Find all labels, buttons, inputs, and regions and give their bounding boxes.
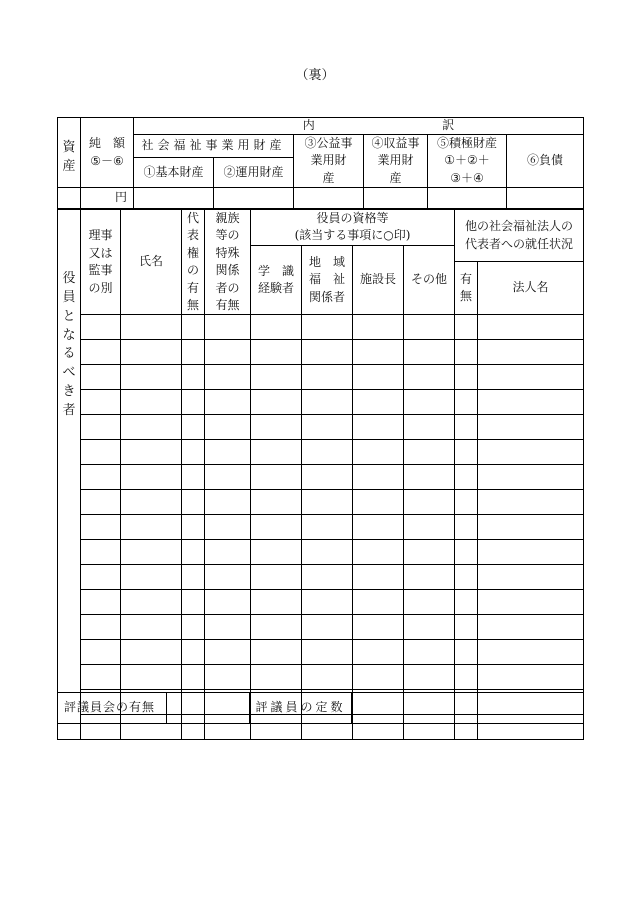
assets-side-label [58, 118, 81, 188]
net-amount-header [81, 118, 134, 188]
officer-row [58, 665, 584, 690]
breakdown-header-left: 内 [134, 118, 364, 135]
regional-welfare-header: 地 域 福 祉 関係者 [302, 245, 353, 315]
officers-side-label: 役 員 と な る べ き 者 [58, 210, 81, 740]
officer-row [58, 565, 584, 590]
profit-property-value [364, 188, 428, 209]
assets-table [57, 117, 584, 209]
social-welfare-property-header: 社会福祉事業用財産 [134, 135, 294, 158]
public-interest-value [294, 188, 364, 209]
officer-row [58, 540, 584, 565]
assets-blank-cell [58, 188, 81, 209]
assets-side-char: 資 [62, 139, 76, 155]
family-relation-header: 親族 等の 特殊 関係 者の 有無 [205, 210, 251, 315]
academic-header: 学 識 経験者 [251, 245, 302, 315]
basic-property-header: ①基本財産 [134, 158, 214, 188]
corporation-name-header: 法人名 [478, 262, 584, 315]
name-header: 氏名 [121, 210, 182, 315]
representative-header: 代 表 権 の 有 無 [182, 210, 205, 315]
net-amount-yen: 円 [81, 188, 134, 209]
other-corporation-header: 他の社会福祉法人の 代表者への就任状況 [455, 210, 584, 262]
council-presence-value [167, 693, 250, 724]
page-title: （裏） [295, 68, 335, 83]
officer-row [58, 365, 584, 390]
assets-side-char: 産 [62, 158, 76, 174]
qualification-header: 役員の資格等 (該当する事項に○印) [251, 210, 455, 246]
officer-row [58, 515, 584, 540]
role-header: 理事 又は 監事 の別 [81, 210, 121, 315]
operating-property-value [214, 188, 294, 209]
facility-head-header: 施設長 [353, 245, 404, 315]
council-table [57, 692, 584, 724]
officer-row [58, 640, 584, 665]
officer-row [58, 615, 584, 640]
presence-header: 有 無 [455, 262, 478, 315]
council-quota-label: 評議員の定数 [250, 693, 352, 724]
officer-row [58, 415, 584, 440]
breakdown-header-right: 訳 [364, 118, 584, 135]
liabilities-value [507, 188, 584, 209]
officer-row [58, 440, 584, 465]
officer-row [58, 315, 584, 340]
reserve-property-value [428, 188, 507, 209]
net-amount-line2: ⑤－⑥ [90, 153, 124, 168]
profit-property-header: ④収益事 業用財 産 [364, 135, 428, 188]
other-qualification-header: その他 [404, 245, 455, 315]
public-interest-property-header: ③公益事 業用財 産 [294, 135, 364, 188]
officer-row [58, 490, 584, 515]
officers-table [57, 209, 584, 740]
basic-property-value [134, 188, 214, 209]
liabilities-header: ⑥負債 [507, 135, 584, 188]
officer-row [58, 465, 584, 490]
officer-row [58, 390, 584, 415]
operating-property-header: ②運用財産 [214, 158, 294, 188]
officer-row [58, 340, 584, 365]
officer-row [58, 590, 584, 615]
council-presence-label: 評議員会の有無 [58, 693, 167, 724]
net-amount-line1: 純 額 [88, 136, 125, 151]
council-quota-value [352, 693, 584, 724]
reserve-property-header: ⑤積極財産 ①＋②＋ ③＋④ [428, 135, 507, 188]
